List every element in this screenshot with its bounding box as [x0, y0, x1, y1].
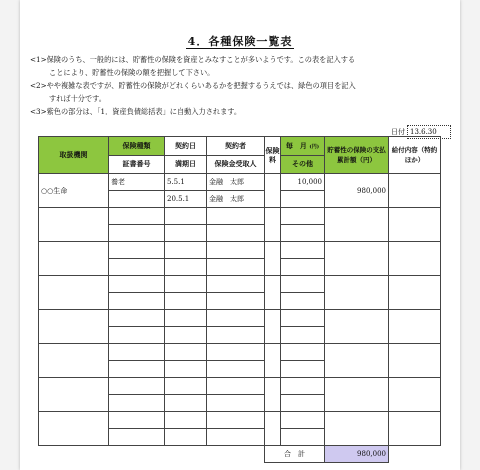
- savings-total-cell[interactable]: [325, 344, 389, 378]
- monthly-cell[interactable]: [281, 208, 325, 225]
- insurance-table: [38, 136, 441, 463]
- maturity-date-cell[interactable]: [165, 395, 207, 412]
- beneficiary-cell[interactable]: [207, 225, 265, 242]
- contract-date-cell[interactable]: [165, 276, 207, 293]
- header-row-1: [39, 137, 441, 156]
- beneficiary-cell[interactable]: [207, 429, 265, 446]
- benefits-cell[interactable]: [389, 344, 441, 378]
- table-row: [39, 310, 441, 327]
- header-contract-date: 契約日: [165, 137, 207, 156]
- empty-cell: [39, 446, 109, 463]
- maturity-date-cell[interactable]: [165, 327, 207, 344]
- other-cell[interactable]: [281, 327, 325, 344]
- page-title: 4．各種保険一覧表: [187, 35, 293, 48]
- type-cell[interactable]: [109, 276, 165, 293]
- contract-date-cell[interactable]: 5.5.1: [165, 174, 207, 191]
- premium-cell[interactable]: [265, 412, 281, 446]
- total-row: [39, 446, 441, 463]
- cert-cell[interactable]: [109, 293, 165, 310]
- note-2: <2>やや複雑な表ですが、貯蓄性の保険がどれくらいあるかを把握するうえでは、緑色の項目を記入: [30, 81, 356, 90]
- company-cell[interactable]: ○○生命: [39, 174, 109, 208]
- other-cell[interactable]: [281, 259, 325, 276]
- cert-cell[interactable]: [109, 225, 165, 242]
- type-cell[interactable]: [109, 344, 165, 361]
- note-2-cont: すれば十分です。: [49, 94, 106, 103]
- contractor-cell[interactable]: [207, 412, 265, 429]
- maturity-date-cell[interactable]: [165, 259, 207, 276]
- maturity-date-cell[interactable]: [165, 429, 207, 446]
- contract-date-cell[interactable]: [165, 310, 207, 327]
- benefits-cell[interactable]: [389, 310, 441, 344]
- table-row: [39, 378, 441, 395]
- maturity-date-cell[interactable]: [165, 361, 207, 378]
- monthly-cell[interactable]: 10,000: [281, 174, 325, 191]
- document-sheet: [20, 0, 460, 470]
- table-row: [39, 208, 441, 225]
- contractor-cell[interactable]: [207, 378, 265, 395]
- company-cell[interactable]: [39, 412, 109, 446]
- company-cell[interactable]: [39, 344, 109, 378]
- table-row: [39, 174, 441, 191]
- benefits-cell[interactable]: [389, 378, 441, 412]
- type-cell[interactable]: [109, 378, 165, 395]
- empty-cell: [389, 446, 441, 463]
- table-row: [39, 242, 441, 259]
- benefits-cell[interactable]: [389, 174, 441, 208]
- empty-cell: [207, 446, 265, 463]
- other-cell[interactable]: [281, 395, 325, 412]
- premium-cell[interactable]: [265, 344, 281, 378]
- date-value[interactable]: 13.6.30: [407, 125, 451, 139]
- type-cell[interactable]: [109, 412, 165, 429]
- cert-cell[interactable]: [109, 361, 165, 378]
- monthly-cell[interactable]: [281, 276, 325, 293]
- savings-total-cell[interactable]: [325, 276, 389, 310]
- other-cell[interactable]: [281, 429, 325, 446]
- premium-cell[interactable]: [265, 242, 281, 276]
- monthly-cell[interactable]: [281, 344, 325, 361]
- header-cert: 証書番号: [109, 155, 165, 174]
- savings-total-cell[interactable]: [325, 208, 389, 242]
- maturity-date-cell[interactable]: [165, 293, 207, 310]
- contractor-cell[interactable]: [207, 344, 265, 361]
- beneficiary-cell[interactable]: [207, 259, 265, 276]
- savings-total-cell[interactable]: [325, 310, 389, 344]
- other-cell[interactable]: [281, 361, 325, 378]
- savings-total-cell[interactable]: 980,000: [325, 174, 389, 208]
- note-1: <1>保険のうち、一般的には、貯蓄性の保険を資産とみなすことが多いようです。この表を記入する: [30, 55, 356, 64]
- header-maturity-date: 満期日: [165, 155, 207, 174]
- note-3: <3>紫色の部分は、「1．資産負債総括表」に自動入力されます。: [30, 107, 242, 116]
- type-cell[interactable]: 養老: [109, 174, 165, 191]
- contract-date-cell[interactable]: [165, 242, 207, 259]
- benefits-cell[interactable]: [389, 412, 441, 446]
- contractor-cell[interactable]: [207, 310, 265, 327]
- contractor-cell[interactable]: 金融 太郎: [207, 174, 265, 191]
- company-cell[interactable]: [39, 310, 109, 344]
- header-beneficiary: 保険金受取人: [207, 155, 265, 174]
- other-cell[interactable]: [281, 225, 325, 242]
- benefits-cell[interactable]: [389, 208, 441, 242]
- premium-cell[interactable]: [265, 276, 281, 310]
- savings-total-cell[interactable]: [325, 378, 389, 412]
- company-cell[interactable]: [39, 242, 109, 276]
- company-cell[interactable]: [39, 378, 109, 412]
- header-type: 保険種類: [109, 137, 165, 156]
- instructions: [30, 53, 450, 118]
- monthly-cell[interactable]: [281, 378, 325, 395]
- contract-date-cell[interactable]: [165, 208, 207, 225]
- empty-cell: [165, 446, 207, 463]
- header-monthly: 毎 月 (円): [281, 137, 325, 156]
- contract-date-cell[interactable]: [165, 378, 207, 395]
- other-cell[interactable]: [281, 191, 325, 208]
- type-cell[interactable]: [109, 310, 165, 327]
- cert-cell[interactable]: [109, 327, 165, 344]
- monthly-cell[interactable]: [281, 242, 325, 259]
- cert-cell[interactable]: [109, 395, 165, 412]
- premium-cell[interactable]: [265, 174, 281, 208]
- header-savings-total: 貯蓄性の保険の支払累計額（円）: [325, 137, 389, 174]
- cert-cell[interactable]: [109, 259, 165, 276]
- empty-cell: [109, 446, 165, 463]
- table-row: [39, 276, 441, 293]
- premium-cell[interactable]: [265, 378, 281, 412]
- beneficiary-cell[interactable]: 金融 太郎: [207, 191, 265, 208]
- header-contractor: 契約者: [207, 137, 265, 156]
- maturity-date-cell[interactable]: [165, 225, 207, 242]
- premium-cell[interactable]: [265, 208, 281, 242]
- header-other: その他: [281, 155, 325, 174]
- contract-date-cell[interactable]: [165, 344, 207, 361]
- company-cell[interactable]: [39, 208, 109, 242]
- premium-cell[interactable]: [265, 310, 281, 344]
- maturity-date-cell[interactable]: 20.5.1: [165, 191, 207, 208]
- contract-date-cell[interactable]: [165, 412, 207, 429]
- monthly-cell[interactable]: [281, 412, 325, 429]
- cert-cell[interactable]: [109, 429, 165, 446]
- company-cell[interactable]: [39, 276, 109, 310]
- savings-total-cell[interactable]: [325, 242, 389, 276]
- note-1-cont: ことにより、貯蓄性の保険の額を把握して下さい。: [49, 68, 215, 77]
- header-premium: 保険料: [265, 137, 281, 174]
- benefits-cell[interactable]: [389, 242, 441, 276]
- total-label: 合 計: [265, 446, 325, 463]
- beneficiary-cell[interactable]: [207, 327, 265, 344]
- total-value: 980,000: [325, 446, 389, 463]
- cert-cell[interactable]: [109, 191, 165, 208]
- table-row: [39, 344, 441, 361]
- contractor-cell[interactable]: [207, 208, 265, 225]
- table-row: [39, 412, 441, 429]
- type-cell[interactable]: [109, 208, 165, 225]
- header-benefits: 給付内容（特約ほか）: [389, 137, 441, 174]
- beneficiary-cell[interactable]: [207, 293, 265, 310]
- type-cell[interactable]: [109, 242, 165, 259]
- header-company: 取扱機関: [39, 137, 109, 174]
- date-label: 日付: [391, 128, 405, 136]
- beneficiary-cell[interactable]: [207, 361, 265, 378]
- other-cell[interactable]: [281, 293, 325, 310]
- monthly-cell[interactable]: [281, 310, 325, 327]
- beneficiary-cell[interactable]: [207, 395, 265, 412]
- savings-total-cell[interactable]: [325, 412, 389, 446]
- contractor-cell[interactable]: [207, 242, 265, 259]
- contractor-cell[interactable]: [207, 276, 265, 293]
- benefits-cell[interactable]: [389, 276, 441, 310]
